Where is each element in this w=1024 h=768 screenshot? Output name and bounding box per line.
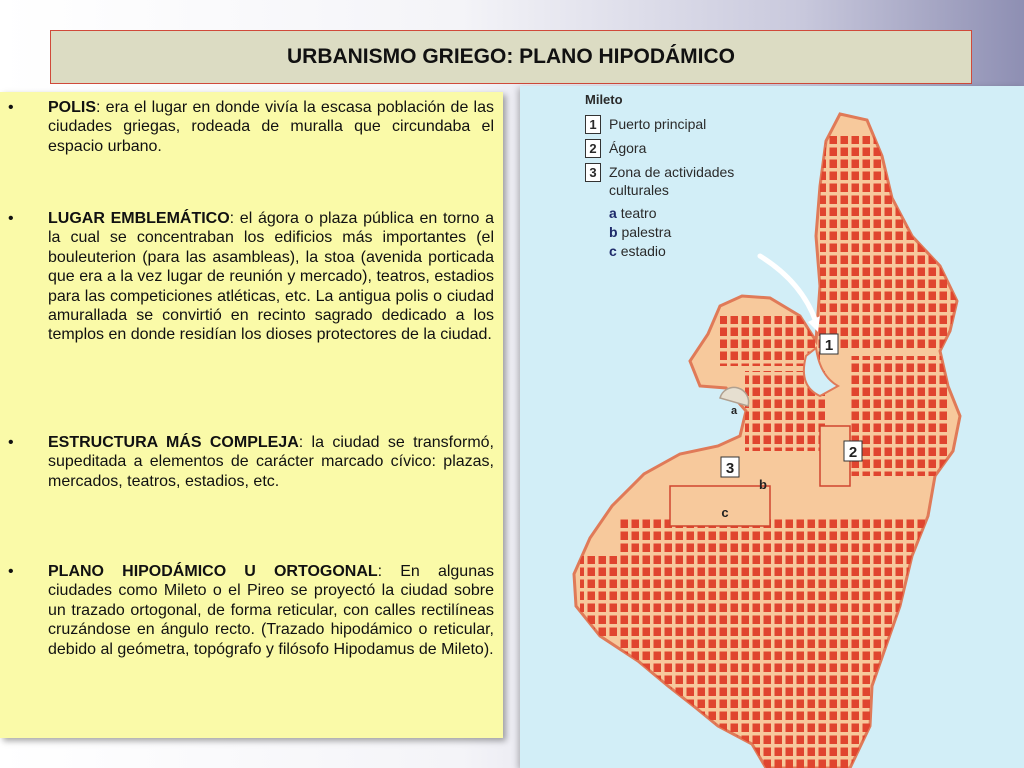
legend-label: Zona de actividades culturales [609,164,735,198]
bullet-text: la ciudad se transformó, supeditada a elementos de carácter marcado cívico: plazas, mercados, teatros, estadios, etc. [48,434,494,490]
map-marker-1: 1 [824,337,834,354]
map-legend [585,92,785,261]
map-marker-b: b [759,477,767,492]
bullet-dot: • [8,434,14,451]
legend-sub-letter: a [609,205,617,221]
legend-item-3 [585,163,785,199]
bullet-paragraph [48,209,494,345]
legend-sub-label: estadio [620,243,666,259]
bullet-separator: : [377,563,383,580]
legend-number: 3 [585,163,601,182]
legend-subitem-b [609,223,785,242]
bullet-term: ESTRUCTURA MÁS COMPLEJA [48,434,299,451]
legend-subitem-c [609,242,785,261]
legend-subitem-a [609,204,785,223]
bullet-text: era el lugar en donde vivía la escasa población de las ciudades griegas, rodeada de muralla que circundaba el espacio urbano. [48,99,494,155]
stadium-area [670,486,770,526]
legend-number: 1 [585,115,601,134]
legend-sub-label: teatro [620,205,657,221]
legend-title: Mileto [585,92,623,107]
bullet-paragraph [48,98,494,156]
bullet-polis [8,98,494,156]
bullet-paragraph [48,433,494,491]
legend-item-2 [585,139,785,158]
bullet-dot: • [8,99,14,116]
bullet-term: PLANO HIPODÁMICO U ORTOGONAL [48,563,378,580]
bullet-plano-hipodamico [8,562,494,659]
bullet-term: POLIS [48,99,97,116]
bullet-separator: : [298,434,304,451]
bullet-dot: • [8,563,14,580]
map-marker-3: 3 [725,460,735,477]
slide-title-box [50,30,972,84]
legend-label: Ágora [609,140,647,156]
bullet-term: LUGAR EMBLEMÁTICO [48,210,230,227]
legend-number: 2 [585,139,601,158]
map-marker-c: c [721,505,729,520]
bullet-text: el ágora o plaza pública en torno a la cual se concentraban los edificios más importantes (el bouleuterion (para las asambleas), la stoa (avenida porticada que era a la vez lugar de reunión y mercado), teatros, estadios para las competiciones atléticas, etc. La antigua polis o ciudad amurallada se convirtió en recinto sagrado dedicado a los templos en donde residían los dioses protectores de la ciudad. [48,210,494,344]
bullet-dot: • [8,210,14,227]
slide-title: URBANISMO GRIEGO: PLANO HIPODÁMICO [286,45,735,68]
bullet-paragraph [48,562,494,659]
legend-sub-letter: b [609,224,618,240]
legend-sub-label: palestra [621,224,672,240]
map-marker-2: 2 [848,444,858,461]
bullet-estructura [8,433,494,491]
legend-item-1 [585,115,785,134]
bullet-lugar-emblematico [8,209,494,345]
bullet-separator: : [96,99,101,116]
legend-sub-letter: c [609,243,617,259]
legend-label: Puerto principal [609,116,707,132]
bullet-separator: : [229,210,235,227]
map-marker-a: a [730,405,738,417]
bullet-text: En algunas ciudades como Mileto o el Pireo se proyectó la ciudad sobre un trazado ortogonal, de forma reticular, con calles rectilíneas cruzándose en ángulo recto. (Trazado hipodámico o reticular, debido al geómetra, topógrafo y filósofo Hipodamus de Mileto). [48,563,494,658]
